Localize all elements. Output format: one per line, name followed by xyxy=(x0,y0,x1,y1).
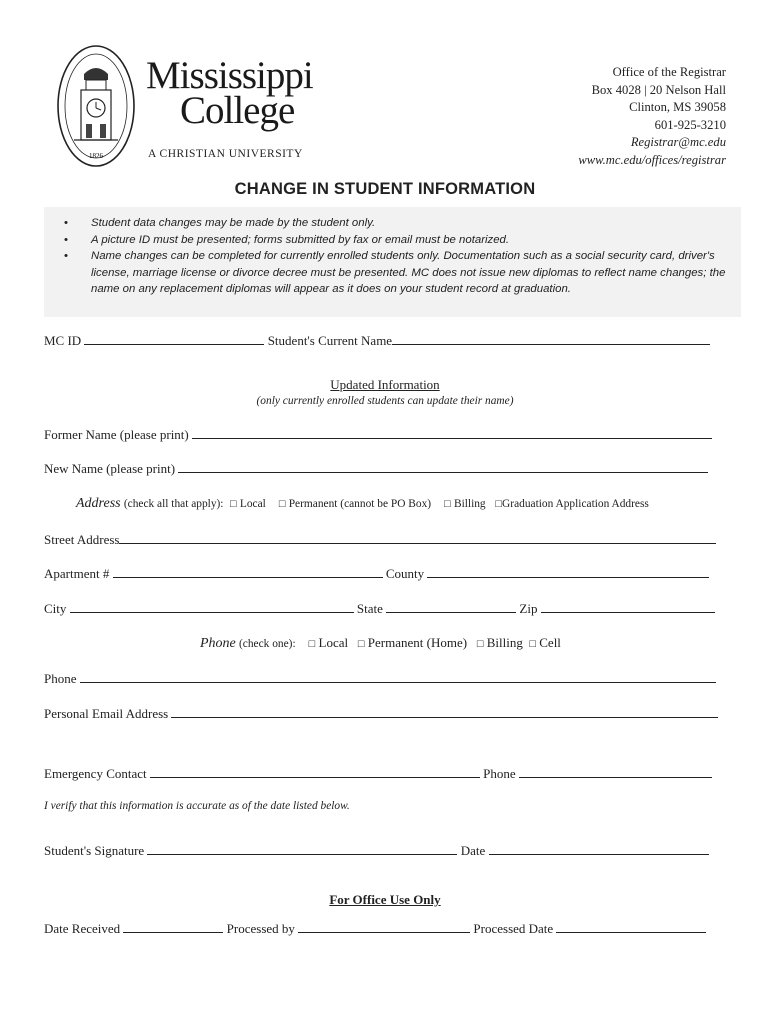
phone-label: Phone xyxy=(44,671,77,686)
checkbox-graduation[interactable]: □ xyxy=(495,498,503,510)
current-name-label: Student's Current Name xyxy=(267,333,393,348)
checkbox-phone-billing[interactable]: □ xyxy=(476,638,484,650)
emergency-row xyxy=(44,765,712,782)
signature-label: Student's Signature xyxy=(44,843,145,858)
state-label: State xyxy=(356,601,383,616)
checkbox-billing[interactable]: □ xyxy=(444,498,451,510)
instruction-item: • Name changes can be completed for currently enrolled students only. Documentation such as a social security card, driver's license, marriage license or divorce decree must be presented. MC does not issue new diplomas to reflect name changes; the name on any replacement diplomas will appear as it does on your student record at graduation. xyxy=(64,250,726,295)
city-label: City xyxy=(44,601,67,616)
new-name-field[interactable] xyxy=(178,460,708,473)
checkbox-permanent[interactable]: □ xyxy=(278,498,286,510)
instructions-box xyxy=(44,207,741,317)
checkbox-phone-permanent[interactable]: □ xyxy=(357,638,365,650)
bullet: • xyxy=(64,217,68,229)
instruction-item: • A picture ID must be presented; forms submitted by fax or email must be notarized. xyxy=(44,232,731,249)
street-label: Street Address xyxy=(44,532,120,547)
office-address-block xyxy=(578,64,726,170)
phone-type-label: Phone xyxy=(200,636,236,651)
form-title: CHANGE IN STUDENT INFORMATION xyxy=(234,180,536,198)
emergency-phone-label: Phone xyxy=(483,766,516,781)
emergency-label: Emergency Contact xyxy=(44,766,147,781)
office-phone: 601-925-3210 xyxy=(654,117,726,132)
mc-id-field[interactable] xyxy=(84,332,264,345)
emergency-phone-field[interactable] xyxy=(519,765,712,778)
wordmark-line2: College xyxy=(180,89,295,132)
phone-field[interactable] xyxy=(80,670,716,683)
wordmark-line1: Mississippi xyxy=(146,54,313,97)
signature-field[interactable] xyxy=(147,842,457,855)
email-field[interactable] xyxy=(171,705,718,718)
county-label: County xyxy=(385,566,425,581)
email-label: Personal Email Address xyxy=(44,706,169,721)
office-box: Box 4028 | 20 Nelson Hall xyxy=(591,82,726,97)
city-field[interactable] xyxy=(70,600,354,613)
bullet: • xyxy=(64,250,68,262)
office-use-row xyxy=(44,920,706,937)
phone-type-row: Phone (check one): □ Local □ Permanent (Home) □ Billing □ Cell xyxy=(200,635,561,651)
processed-date-label: Processed Date xyxy=(473,921,554,936)
zip-label: Zip xyxy=(519,601,538,616)
date-label: Date xyxy=(460,843,486,858)
date-received-label: Date Received xyxy=(44,921,121,936)
zip-field[interactable] xyxy=(541,600,715,613)
phone-row xyxy=(44,670,716,687)
date-received-field[interactable] xyxy=(123,920,223,933)
updated-info-heading: Updated Information xyxy=(330,377,440,392)
processed-date-field[interactable] xyxy=(556,920,706,933)
college-tagline: A CHRISTIAN UNIVERSITY xyxy=(148,148,303,160)
college-wordmark xyxy=(146,54,313,132)
apartment-label: Apartment # xyxy=(44,566,110,581)
signature-row xyxy=(44,842,709,859)
bullet: • xyxy=(64,233,68,246)
office-use-heading: For Office Use Only xyxy=(329,892,441,907)
checkbox-phone-local[interactable]: □ xyxy=(308,638,316,650)
emergency-field[interactable] xyxy=(150,765,480,778)
college-seal-logo xyxy=(56,44,136,168)
mc-id-label: MC ID xyxy=(44,333,82,348)
checkbox-phone-cell[interactable]: □ xyxy=(529,638,536,650)
phone-type-hint: (check one): xyxy=(239,638,296,650)
processed-by-label: Processed by xyxy=(226,921,295,936)
address-type-label: Address xyxy=(76,496,121,511)
instruction-item: • Student data changes may be made by the student only. xyxy=(44,215,731,232)
verification-statement: I verify that this information is accurate as of the date listed below. xyxy=(44,800,350,812)
city-row xyxy=(44,600,715,617)
former-name-label: Former Name (please print) xyxy=(44,427,189,442)
office-name: Office of the Registrar xyxy=(612,65,726,79)
mc-id-row xyxy=(44,332,710,349)
street-row xyxy=(44,531,716,548)
state-field[interactable] xyxy=(386,600,516,613)
email-row xyxy=(44,705,718,722)
address-type-hint: (check all that apply): xyxy=(123,498,224,510)
checkbox-local[interactable]: □ xyxy=(229,498,237,510)
apartment-field[interactable] xyxy=(113,565,383,578)
office-city: Clinton, MS 39058 xyxy=(629,100,726,115)
former-name-row xyxy=(44,426,712,443)
address-type-row: Address (check all that apply): □ Local □ Permanent (cannot be PO Box) □ Billing □Graduation Application Address xyxy=(76,496,649,511)
processed-by-field[interactable] xyxy=(298,920,470,933)
former-name-field[interactable] xyxy=(192,426,712,439)
office-website: www.mc.edu/offices/registrar xyxy=(578,152,726,167)
updated-info-note: (only currently enrolled students can update their name) xyxy=(256,395,514,407)
seal-year: 1826 xyxy=(89,152,103,160)
county-field[interactable] xyxy=(427,565,709,578)
street-field[interactable] xyxy=(119,531,716,544)
apartment-row xyxy=(44,565,709,582)
new-name-label: New Name (please print) xyxy=(44,461,176,476)
new-name-row xyxy=(44,460,708,477)
date-field[interactable] xyxy=(489,842,709,855)
current-name-field[interactable] xyxy=(392,332,710,345)
office-email: Registrar@mc.edu xyxy=(630,135,726,150)
